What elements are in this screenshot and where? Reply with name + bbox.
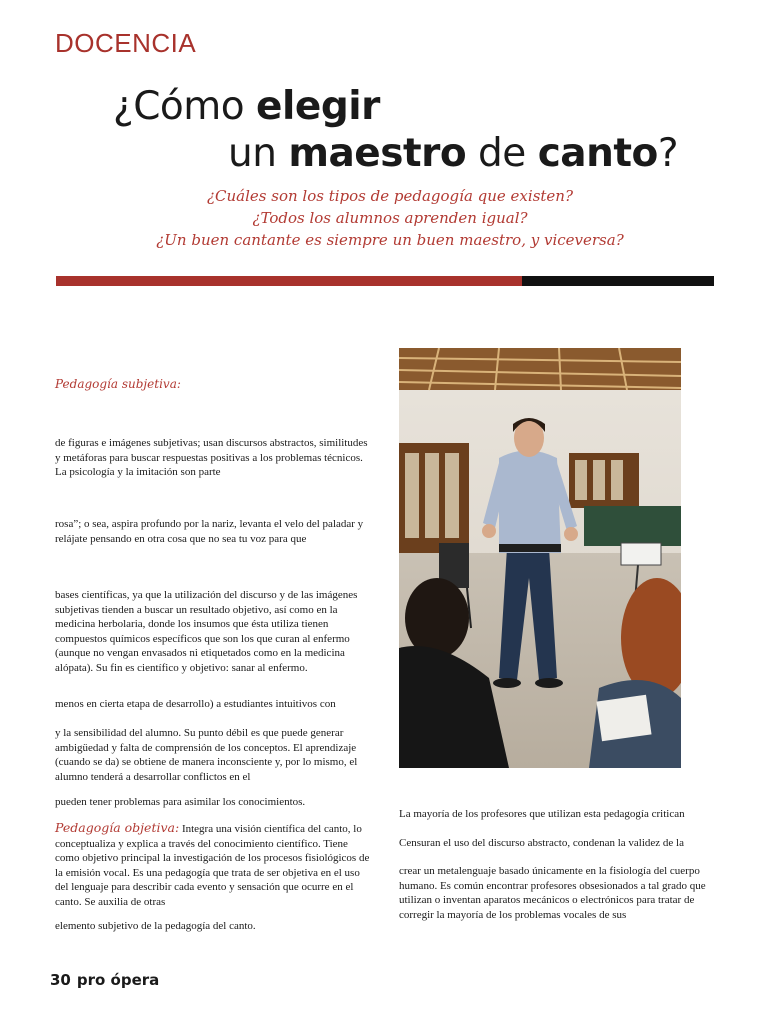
teacher-photo	[399, 348, 681, 768]
paragraph-left-4: menos en cierta etapa de desarrollo) a estudiantes intuitivos con	[55, 698, 336, 710]
subtitle-line-1: ¿Cuáles son los tipos de pedagogía que existen?	[207, 187, 573, 205]
title-line-1: ¿Cómo elegir	[113, 84, 380, 129]
paragraph-right-1: La mayoría de los profesores que utilizan esta pedagogía critican	[399, 808, 685, 820]
page-footer	[50, 971, 159, 989]
section-label: DOCENCIA	[55, 28, 197, 58]
divider-black	[522, 276, 714, 286]
paragraph-left-5: y la sensibilidad del alumno. Su punto débil es que puede generar ambigüedad y falta de comprensión de los conceptos. El aprendizaje (cuando se da) se obtiene de manera inconsciente y, por lo mismo, el alumno tenderá a desarrollar conflictos en el	[55, 727, 358, 783]
subtitle-line-2: ¿Todos los alumnos aprenden igual?	[252, 209, 528, 227]
paragraph-right-2: Censuran el uso del discurso abstracto, condenan la validez de la	[399, 837, 684, 849]
subtitle-line-3: ¿Un buen cantante es siempre un buen maestro, y viceversa?	[156, 231, 624, 249]
paragraph-pedagogia-objetiva: Pedagogía objetiva: Integra una visión científica del canto, lo conceptualiza y explica a través del conocimiento científico. Tiene como objetivo principal la investigación de los procesos fisiológicos de la emisión vocal. Es una pedagogía que trata de ser objetiva en el uso del lenguaje para describir cada evento y sensación que ocurre en el canto. Se auxilia de otras	[55, 820, 370, 908]
paragraph-left-8: elemento subjetivo de la pedagogía del canto.	[55, 920, 256, 932]
page-number: 30	[50, 971, 71, 989]
magazine-name: pro ópera	[76, 971, 160, 989]
heading-pedagogia-objetiva: Pedagogía objetiva:	[55, 820, 180, 835]
paragraph-left-1: de figuras e imágenes subjetivas; usan discursos abstractos, similitudes y metáforas para buscar respuestas positivas a los problemas técnicos. La psicología y la imitación son parte	[55, 437, 368, 478]
divider-red	[56, 276, 522, 286]
paragraph-left-2: rosa”; o sea, aspira profundo por la nariz, levanta el velo del paladar y relájate pensando en otra cosa que no sea tu voz para que	[55, 518, 364, 545]
paragraph-left-3: bases científicas, ya que la utilización del discurso y de las imágenes subjetivas tienden a buscar un resultado objetivo, así como en la medicina herbolaria, donde los insumos que ésta utiliza tienen compuestos químicos específicos que son los que curan al enfermo (aunque no vengan envasados ni etiquetados como en la medicina alópata). Su fin es científico y objetivo: sanar al enfermo.	[55, 589, 358, 674]
heading-pedagogia-subjetiva: Pedagogía subjetiva:	[55, 377, 181, 391]
title-line-2: un maestro de canto?	[228, 131, 679, 176]
paragraph-left-6: pueden tener problemas para asimilar los conocimientos.	[55, 796, 306, 808]
paragraph-right-3: crear un metalenguaje basado únicamente en la fisiología del cuerpo humano. Es común encontrar profesores obsesionados a tal grado que utilizan o inventan aparatos mecánicos o electrónicos para tratar de corregir la mayoría de los problemas vocales de sus	[399, 865, 706, 921]
